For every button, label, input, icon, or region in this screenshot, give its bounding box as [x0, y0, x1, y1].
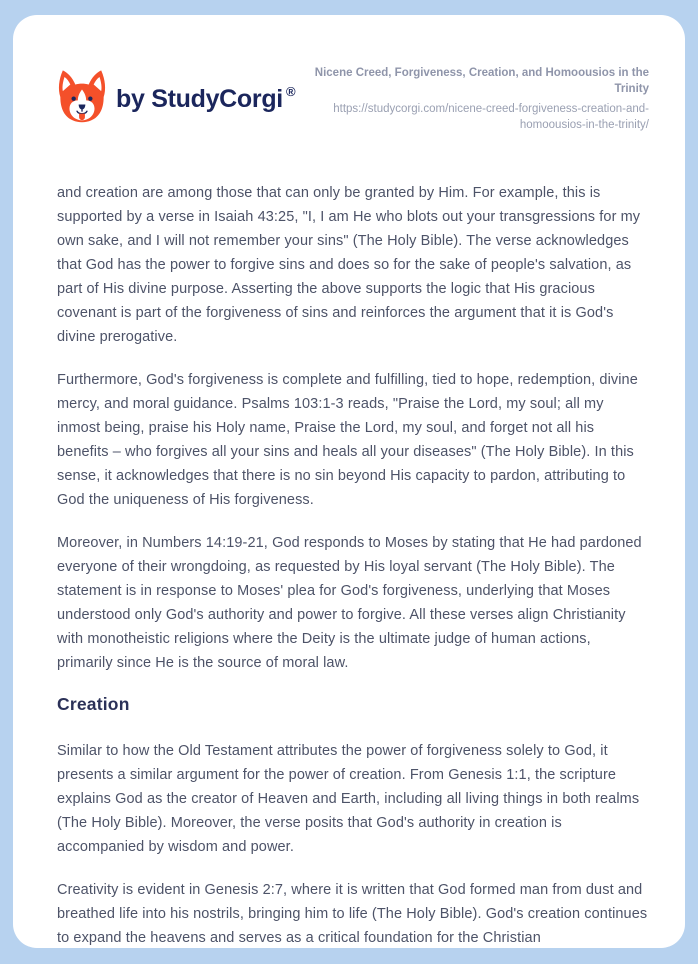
paragraph-forgiveness-isaiah: and creation are among those that can only be granted by Him. For example, this is supported by a verse in Isaiah 43:25, "I, I am He who blots out your transgressions for my own sake, and I will not remember your sins" (The Holy Bible). The verse acknowledges that God has the power to forgive sins and does so for the sake of people's salvation, as part of His divine purpose. Asserting the above supports the logic that His gracious covenant is part of the forgiveness of sins and reinforces the argument that it is God's divine prerogative. — [57, 185, 641, 345]
paragraph-forgiveness-numbers: Moreover, in Numbers 14:19-21, God responds to Moses by stating that He had pardoned everyone of their wrongdoing, as requested by His loyal servant (The Holy Bible). The statement is in response to Moses' plea for God's forgiveness, underlying that Moses understood only God's authority and power to forgive. All these verses align Christianity with monotheistic religions where the Deity is the ultimate judge of human actions, primarily since He is the source of moral law. — [57, 535, 642, 671]
essay-body — [57, 181, 649, 948]
paragraph-forgiveness-psalms: Furthermore, God's forgiveness is complete and fulfilling, tied to hope, redemption, divine mercy, and moral guidance. Psalms 103:1-3 reads, "Praise the Lord, my soul; all my inmost being, praise his Holy name, Praise the Lord, my soul, and forget not all his benefits – who forgives all your sins and heals all your diseases" (The Holy Bible). In this sense, it acknowledges that there is no sin beyond His capacity to pardon, attributing to God the uniqueness of His forgiveness. — [57, 372, 638, 508]
page-title: Nicene Creed, Forgiveness, Creation, and Homoousios in the Trinity — [314, 67, 649, 95]
corgi-face-icon — [57, 68, 107, 131]
brand-wordmark: by StudyCorgi ® — [116, 84, 296, 113]
section-heading-creation: Creation — [57, 694, 130, 714]
source-url: https://studycorgi.com/nicene-creed-forgiveness-creation-and-homoousios-in-the-trinity/ — [333, 103, 649, 131]
paragraph-creation-genesis-1: Similar to how the Old Testament attributes the power of forgiveness solely to God, it presents a similar argument for the power of creation. From Genesis 1:1, the scripture explains God as the creator of Heaven and Earth, including all living things in both realms (The Holy Bible). Moreover, the verse posits that God's authority in creation is accompanied by wisdom and power. — [57, 743, 640, 855]
paragraph-creation-genesis-2: Creativity is evident in Genesis 2:7, where it is written that God formed man from dust and breathed life into his nostrils, bringing him to life (The Holy Bible). God's creation continues to expand the heavens and serves as a critical foundation for the Christian — [57, 882, 648, 946]
document-header — [57, 65, 649, 133]
document-meta — [313, 65, 649, 133]
registered-trademark-symbol: ® — [285, 84, 296, 99]
document-card — [13, 15, 685, 948]
studycorgi-brand — [57, 68, 295, 131]
